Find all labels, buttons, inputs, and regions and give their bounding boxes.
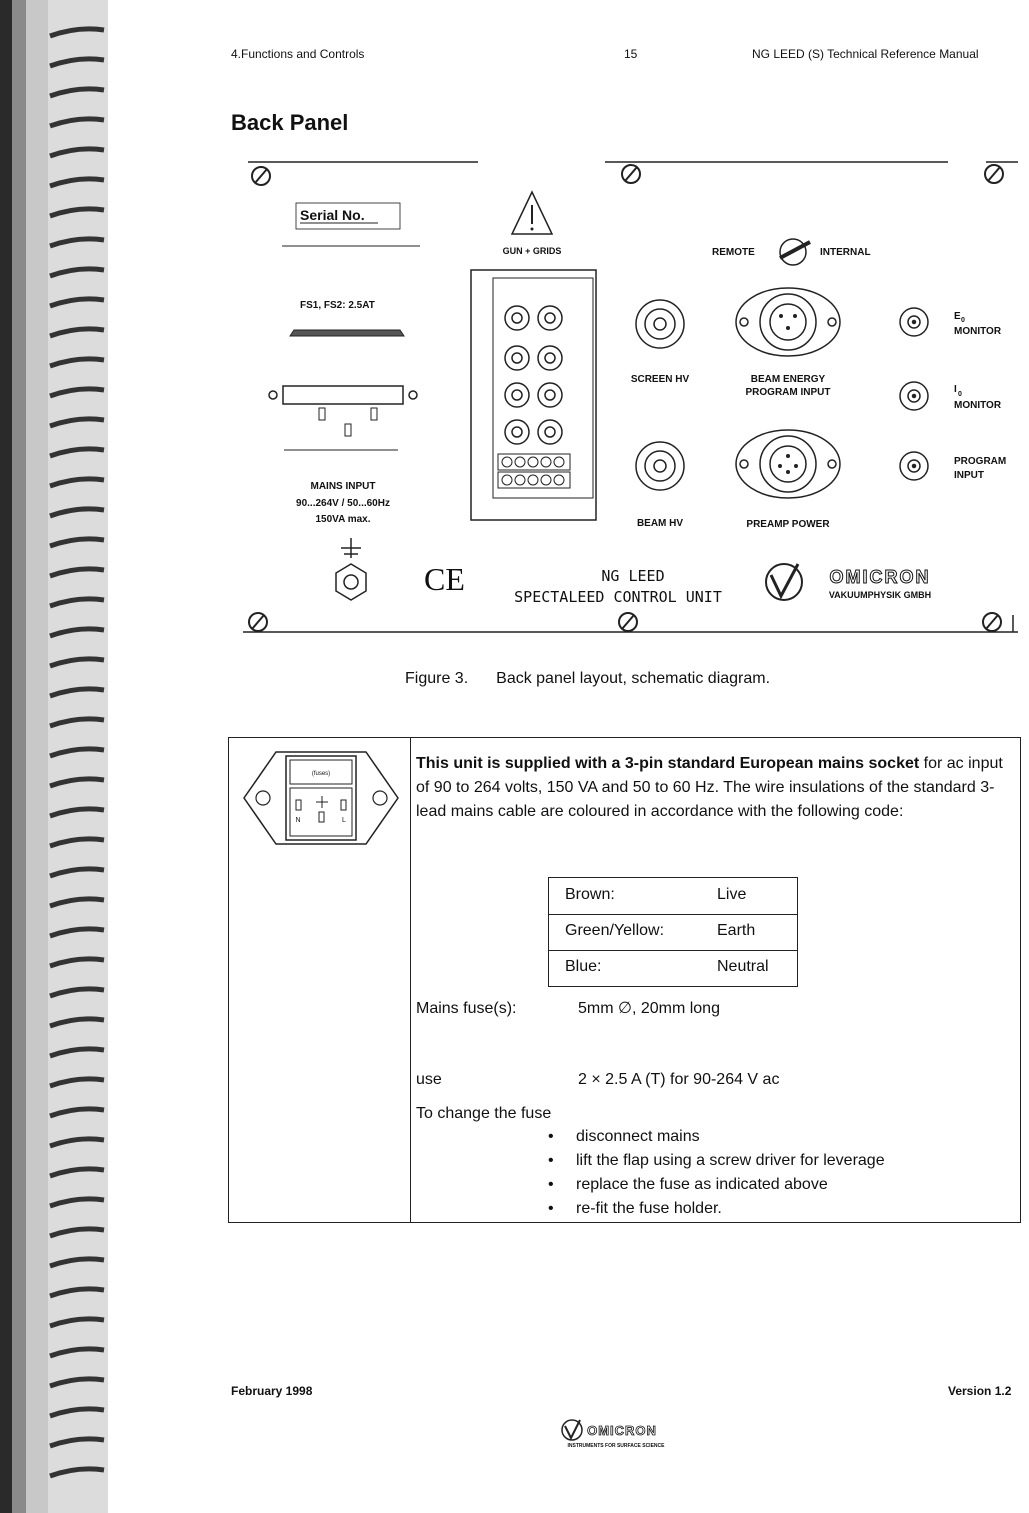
gun-grids-label: GUN + GRIDS	[502, 246, 562, 256]
i0-label: I	[954, 384, 957, 395]
fuse-value: 5mm ∅, 20mm long	[578, 1000, 720, 1017]
header-page-number: 15	[624, 47, 638, 61]
gun-grids-connector	[471, 270, 596, 520]
code-meaning: Earth	[717, 922, 756, 939]
change-fuse-heading: To change the fuse	[416, 1105, 552, 1122]
footer-logo	[560, 1418, 675, 1450]
ground-icon	[336, 538, 366, 600]
ce-mark: CE	[424, 561, 465, 597]
code-color: Brown:	[565, 886, 615, 903]
step-text: replace the fuse as indicated above	[576, 1176, 828, 1193]
e0-monitor-connector	[900, 308, 928, 336]
footer-logo-text: OMICRON	[587, 1423, 657, 1438]
use-value: 2 × 2.5 A (T) for 90-264 V ac	[578, 1071, 780, 1088]
omicron-logo	[766, 564, 931, 600]
binding-strip	[0, 0, 108, 1513]
screen-hv-label: SCREEN HV	[630, 374, 690, 385]
socket-pin-l: L	[342, 817, 346, 824]
socket-pin-n: N	[295, 817, 301, 824]
mains-intro-bold: This unit is supplied with a 3-pin standard European mains socket	[416, 755, 920, 772]
preamp-power-connector	[736, 430, 840, 498]
step-text: disconnect mains	[576, 1128, 700, 1145]
mains-intro-paragraph	[416, 752, 1014, 824]
screw-icon	[985, 165, 1003, 183]
table-divider	[410, 737, 411, 1223]
remote-label: REMOTE	[712, 247, 755, 258]
header-manual-title: NG LEED (S) Technical Reference Manual	[752, 47, 979, 61]
program-input-connector	[900, 452, 928, 480]
step-text: re-fit the fuse holder.	[576, 1200, 722, 1217]
socket-fuses-label: (fuses)	[311, 771, 331, 777]
mains-intro-text: for ac input of 90 to 264 volts, 150 VA and 50 to 60 Hz. The wire insulations of the standard 3-lead mains cable are coloured in accordance with the following code:	[416, 755, 1003, 820]
internal-label: INTERNAL	[820, 247, 871, 258]
code-color: Green/Yellow:	[565, 922, 665, 939]
remote-internal-switch	[780, 239, 810, 265]
brand-subtitle: VAKUUMPHYSIK GMBH	[828, 590, 932, 600]
step-text: lift the flap using a screw driver for leverage	[576, 1152, 885, 1169]
header-section: 4.Functions and Controls	[231, 47, 365, 61]
serial-label: Serial No.	[300, 207, 365, 223]
code-color: Blue:	[565, 958, 602, 975]
unit-name-line-1: NG LEED	[601, 567, 665, 585]
program-input-label-1: PROGRAM	[954, 456, 1007, 467]
screw-icon	[252, 167, 270, 185]
color-code-table	[548, 877, 798, 987]
e0-subscript: 0	[961, 317, 965, 324]
code-meaning: Neutral	[717, 958, 769, 975]
table-row	[549, 878, 797, 915]
screw-icon	[249, 613, 267, 631]
brand-name: OMICRON	[829, 567, 931, 587]
screw-icon	[983, 613, 1001, 631]
beam-hv-label: BEAM HV	[636, 518, 684, 529]
page-title: Back Panel	[231, 110, 349, 135]
code-meaning: Live	[717, 886, 747, 903]
i0-monitor-label: MONITOR	[954, 400, 1002, 411]
screen-hv-connector	[636, 300, 684, 348]
beam-energy-label-2: PROGRAM INPUT	[745, 387, 831, 398]
mains-input-voltage: 90...264V / 50...60Hz	[296, 498, 390, 509]
i0-monitor-connector	[900, 382, 928, 410]
footer-date: February 1998	[231, 1384, 313, 1398]
figure-number: Figure 3.	[405, 670, 469, 687]
table-row	[549, 950, 797, 986]
mains-input-title: MAINS INPUT	[310, 481, 376, 492]
warning-icon	[512, 192, 552, 234]
mains-socket-illustration	[236, 746, 406, 856]
unit-name-line-2: SPECTALEED CONTROL UNIT	[514, 588, 722, 606]
use-label: use	[416, 1071, 442, 1088]
beam-energy-connector	[736, 288, 840, 356]
footer-version: Version 1.2	[948, 1384, 1012, 1398]
fuse-label: Mains fuse(s):	[416, 1000, 517, 1017]
preamp-power-label: PREAMP POWER	[746, 519, 830, 530]
beam-hv-connector	[636, 442, 684, 490]
mains-input-power: 150VA max.	[315, 514, 371, 525]
figure-caption	[405, 670, 770, 688]
program-input-label-2: INPUT	[954, 470, 984, 481]
table-row	[549, 914, 797, 951]
figure-text: Back panel layout, schematic diagram.	[496, 670, 771, 687]
screw-icon	[622, 165, 640, 183]
screw-icon	[619, 613, 637, 631]
beam-energy-label-1: BEAM ENERGY	[750, 374, 826, 385]
i0-subscript: 0	[958, 391, 962, 398]
e0-label: E	[954, 311, 961, 322]
footer-logo-subtitle: INSTRUMENTS FOR SURFACE SCIENCE	[567, 1443, 665, 1449]
back-panel-diagram	[228, 150, 1023, 650]
e0-monitor-label: MONITOR	[954, 326, 1002, 337]
fuse-rating-label: FS1, FS2: 2.5AT	[300, 300, 375, 311]
